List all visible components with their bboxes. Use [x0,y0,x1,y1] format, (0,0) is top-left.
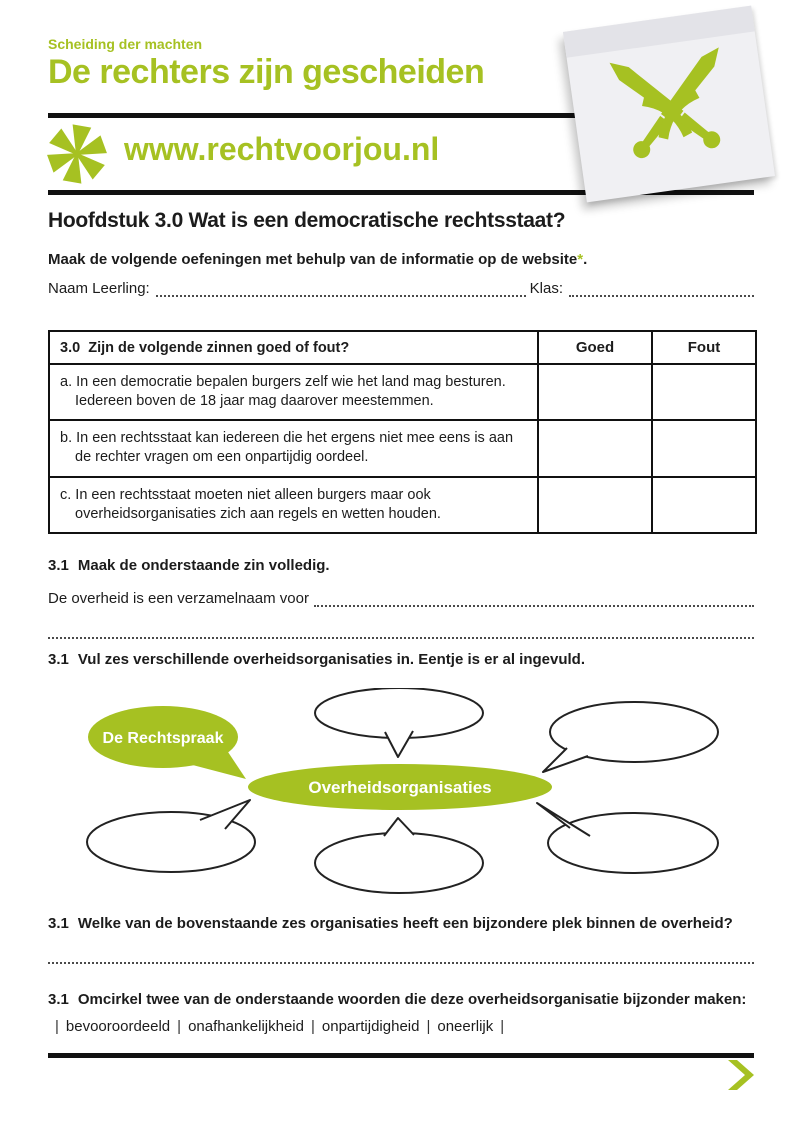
bubble-empty-bottom-right[interactable] [537,803,718,873]
class-label: Klas: [529,280,563,297]
center-ellipse-label: Overheidsorganisaties [308,778,492,797]
special-answer-line[interactable] [48,948,754,964]
statement-c: c. In een rechtsstaat moeten niet alleen burgers maar ook overheidsorganisaties zich aan regels en wetten houden. [49,477,538,533]
website-url[interactable]: www.rechtvoorjou.nl [124,131,440,167]
footer-rule [48,1053,754,1058]
section-circle-heading: 3.1 Omcirkel twee van de onderstaande woorden die deze overheidsorganisatie bijzonder maken: [48,991,747,1008]
statement-b: b. In een rechtsstaat kan iedereen die het ergens niet mee eens is aan de rechter vragen om een onpartijdig oordeel. [49,420,538,476]
answer-cell-goed-a[interactable] [538,364,652,420]
bubble-rechtspraak [88,706,246,779]
column-header-fout: Fout [652,331,756,364]
answer-cell-goed-b[interactable] [538,420,652,476]
word-options-row: | bevooroordeeld | onafhankelijkheid | onpartijdigheid | oneerlijk | [55,1018,505,1035]
word-option-oneerlijk[interactable]: oneerlijk [437,1018,494,1035]
quiz-row-b [49,420,756,476]
word-option-onpartijdigheid[interactable]: onpartijdigheid [321,1018,420,1035]
answer-cell-fout-a[interactable] [652,364,756,420]
crossed-swords-icon [564,12,775,203]
statement-a: a. In een democratie bepalen burgers zelf wie het land mag besturen. Iedereen boven de 18 jaar mag daarover meestemmen. [49,364,538,420]
center-ellipse [248,764,552,810]
answer-cell-fout-b[interactable] [652,420,756,476]
name-label: Naam Leerling: [48,280,150,297]
word-option-onafhankelijkheid[interactable]: onafhankelijkheid [188,1018,304,1035]
section-diagram-heading: 3.1 Vul zes verschillende overheidsorganisaties in. Eentje is er al ingevuld. [48,651,585,668]
org-diagram [40,688,760,908]
instruction-text: Maak de volgende oefeningen met behulp van de informatie op de website*. [48,251,588,268]
chevron-right-icon [728,1060,754,1090]
sentence-answer-line-2[interactable] [48,623,754,639]
word-option-bevooroordeeld[interactable]: bevooroordeeld [65,1018,171,1035]
quiz-table [48,330,757,534]
bubble-empty-bottom-center[interactable] [315,818,483,893]
section-sentence-heading: 3.1 Maak de onderstaande zin volledig. [48,557,330,574]
answer-cell-goed-c[interactable] [538,477,652,533]
class-answer-line[interactable] [569,279,754,297]
column-header-goed: Goed [538,331,652,364]
footnote-asterisk: * [577,251,584,268]
bubble-empty-top-center[interactable] [315,688,483,757]
sentence-completion-row [48,589,754,607]
answer-cell-fout-c[interactable] [652,477,756,533]
quiz-row-a [49,364,756,420]
asterisk-logo-icon [46,122,108,186]
chapter-heading: Hoofdstuk 3.0 Wat is een democratische rechtsstaat? [48,209,566,232]
student-info-row [48,279,754,297]
section-special-heading: 3.1 Welke van de bovenstaande zes organisaties heeft een bijzondere plek binnen de overheid? [48,915,733,932]
sentence-answer-line-1[interactable] [314,589,754,607]
sticky-note [563,6,775,203]
quiz-question: 3.0 Zijn de volgende zinnen goed of fout? [49,331,538,364]
worksheet-title: De rechters zijn gescheiden [48,53,485,91]
name-answer-line[interactable] [156,279,526,297]
bubble-empty-bottom-left[interactable] [87,800,255,872]
next-page-button[interactable] [728,1060,754,1090]
bubble-empty-top-right[interactable] [543,702,718,772]
series-label: Scheiding der machten [48,36,203,52]
sentence-start: De overheid is een verzamelnaam voor [48,590,309,607]
bubble-rechtspraak-label: De Rechtspraak [102,730,224,747]
quiz-row-c [49,477,756,533]
quiz-header-row [49,331,756,364]
